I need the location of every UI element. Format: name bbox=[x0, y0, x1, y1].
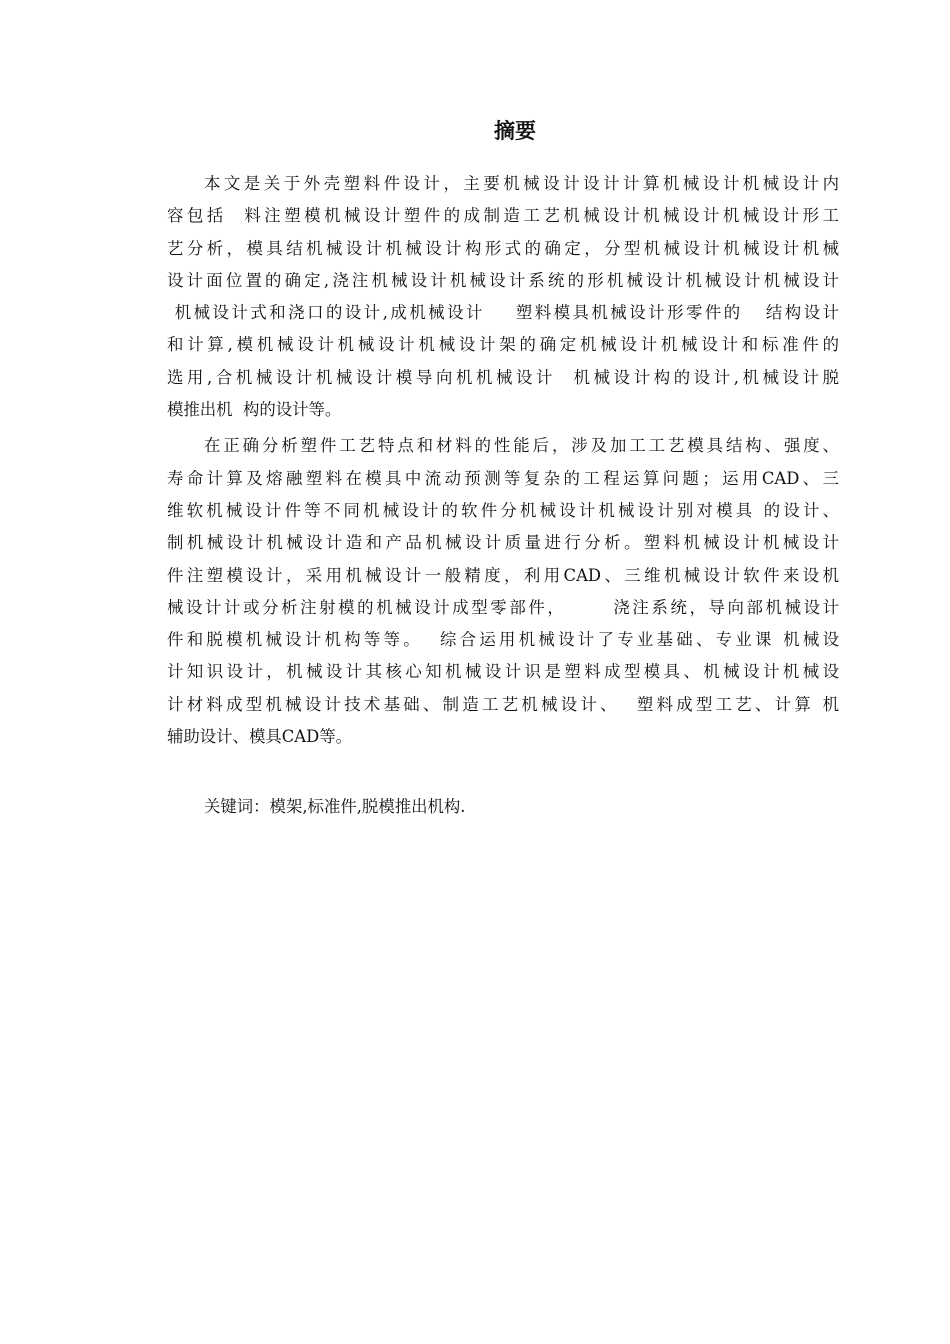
paragraph-2-line: 寿命计算及熔融塑料在模具中流动预测等复杂的工程运算问题；运用CAD、三 bbox=[167, 468, 839, 488]
paragraph-2-line: 维软机械设计件等不同机械设计的软件分机械设计机械设计别对模具 的设计、 bbox=[167, 500, 839, 520]
paragraph-2-line: 件注塑模设计，采用机械设计一般精度，利用CAD、三维机械设计软件来设机 bbox=[167, 565, 839, 585]
page-title: 摘要 bbox=[494, 119, 536, 143]
paragraph-2-line: 件和脱模机械设计机构等等。 综合运用机械设计了专业基础、专业课 机械设 bbox=[167, 630, 839, 650]
paragraph-1-line: 容包括 料注塑模机械设计塑件的成制造工艺机械设计机械设计机械设计形工 bbox=[167, 206, 839, 226]
paragraph-1-line: 艺分析，模具结机械设计机械设计构形式的确定，分型机械设计机械设计机械 bbox=[167, 238, 839, 258]
paragraph-2-line: 械设计计或分析注射模的机械设计成型零部件， 浇注系统，导向部机械设计 bbox=[167, 597, 839, 617]
paragraph-2-line: 制机械设计机械设计造和产品机械设计质量进行分析。塑料机械设计机械设计 bbox=[167, 533, 839, 553]
paragraph-1-line: 模推出机 构的设计等。 bbox=[167, 400, 342, 420]
paragraph-1-line: 机械设计式和浇口的设计,成机械设计 塑料模具机械设计形零件的 结构设计 bbox=[167, 303, 839, 323]
paragraph-1-line: 设计面位置的确定,浇注机械设计机械设计系统的形机械设计机械设计机械设计 bbox=[167, 270, 839, 290]
paragraph-1-line: 本文是关于外壳塑料件设计，主要机械设计设计计算机械设计机械设计内 bbox=[204, 174, 839, 193]
keywords-line: 关键词：模架,标准件,脱模推出机构. bbox=[204, 797, 466, 816]
abstract-body bbox=[167, 168, 839, 753]
paragraph-2-line: 计知识设计，机械设计其核心知机械设计识是塑料成型模具、机械设计机械设 bbox=[167, 662, 839, 682]
paragraph-1-line: 选用,合机械设计机械设计模导向机机械设计 机械设计构的设计,机械设计脱 bbox=[167, 367, 839, 387]
paragraph-2-line: 计材料成型机械设计技术基础、制造工艺机械设计、 塑料成型工艺、计算 机 bbox=[167, 694, 839, 714]
paragraph-2-line: 在正确分析塑件工艺特点和材料的性能后，涉及加工工艺模具结构、强度、 bbox=[204, 436, 839, 456]
paragraph-1-line: 和计算,模机械设计机械设计机械设计架的确定机械设计机械设计和标准件的 bbox=[167, 335, 839, 355]
paragraph-2-line: 辅助设计、模具CAD等。 bbox=[167, 727, 353, 747]
